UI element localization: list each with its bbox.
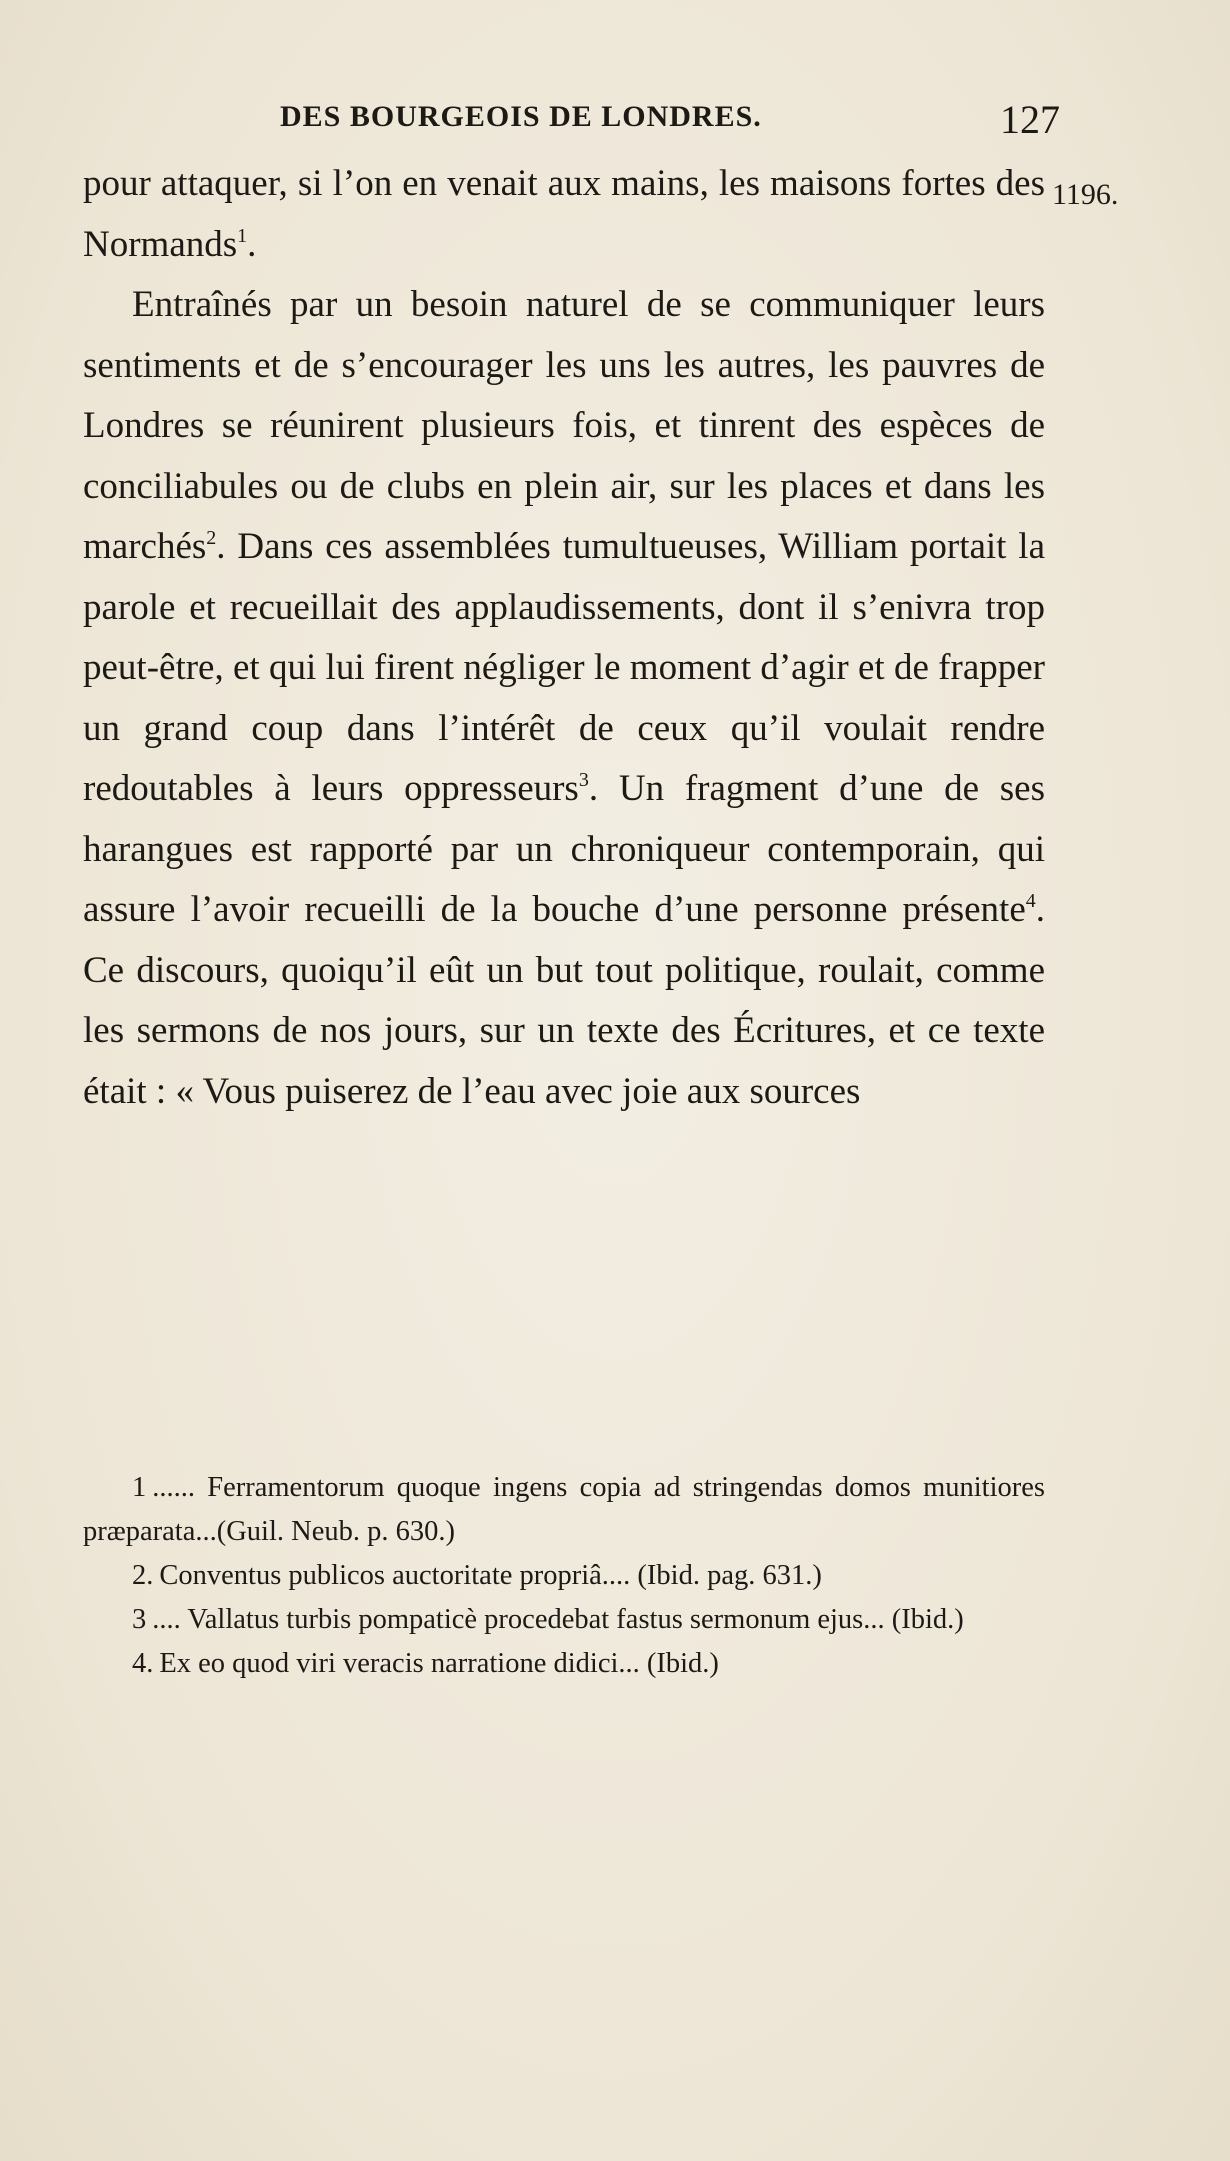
paragraph-2-segment: . Ce discours, quoiqu’il eût un but tout politique, roulait, comme les sermons de nos jours, sur un texte des Écritures, et ce texte était : « Vous puiserez de l’eau avec joie aux sources [83,889,1045,1112]
footnote-text: Ex eo quod viri veracis narratione didici... (Ibid.) [159,1648,719,1679]
footnote [83,1598,1045,1642]
page-header [280,97,1060,150]
footnote-text: .... Vallatus turbis pompaticè procedebat fastus sermonum ejus... (Ibid.) [152,1604,964,1635]
footnotes [83,1466,1045,1686]
paragraph-1 [83,154,1045,275]
paragraph-2 [83,275,1045,1122]
note-ref-3: 3 [578,769,589,791]
paragraph-2-segment: Entraînés par un besoin naturel de se communiquer leurs sentiments et de s’encourager les uns les autres, les pauvres de Londres se réunirent plusieurs fois, et tinrent des espèces de conciliabules ou de clubs en plein air, sur les places et dans les marchés [83,284,1045,567]
paragraph-2-segment: . Dans ces assemblées tumultueuses, William portait la parole et recueillait des applaudissements, dont il s’enivra trop peut-être, et qui lui firent négliger le moment d’agir et de frapper un grand coup dans l’intérêt de ceux qu’il voulait rendre redoutables à leurs oppresseurs [83,526,1045,809]
page-number: 127 [1000,97,1060,142]
footnote-text: ...... Ferramentorum quoque ingens copia ad stringendas domos munitiores præparata...(Guil. Neub. p. 630.) [83,1472,1045,1547]
paragraph-1-end: . [247,223,257,265]
paragraph-2-segment: . Un fragment d’une de ses harangues est rapporté par un chroniqueur contemporain, qui assure l’avoir recueilli de la bouche d’une personne présente [83,768,1046,930]
footnote-number: 4. [132,1648,154,1679]
footnote-number: 2. [132,1560,154,1591]
running-head: DES BOURGEOIS DE LONDRES. [280,100,762,133]
footnote [83,1466,1045,1554]
note-ref-4: 4 [1025,890,1036,912]
footnote [83,1554,1045,1598]
footnote-text: Conventus publicos auctoritate propriâ.... (Ibid. pag. 631.) [159,1560,822,1591]
margin-date: 1196. [1052,178,1119,211]
note-ref-1: 1 [237,224,248,247]
footnote [83,1642,1045,1686]
body-text [83,154,1045,1122]
footnote-number: 3 [132,1604,147,1635]
paragraph-1-text: pour attaquer, si l’on en venait aux mains, les maisons fortes des Normands [83,163,1045,265]
note-ref-2: 2 [206,527,217,549]
footnote-number: 1 [132,1472,147,1503]
